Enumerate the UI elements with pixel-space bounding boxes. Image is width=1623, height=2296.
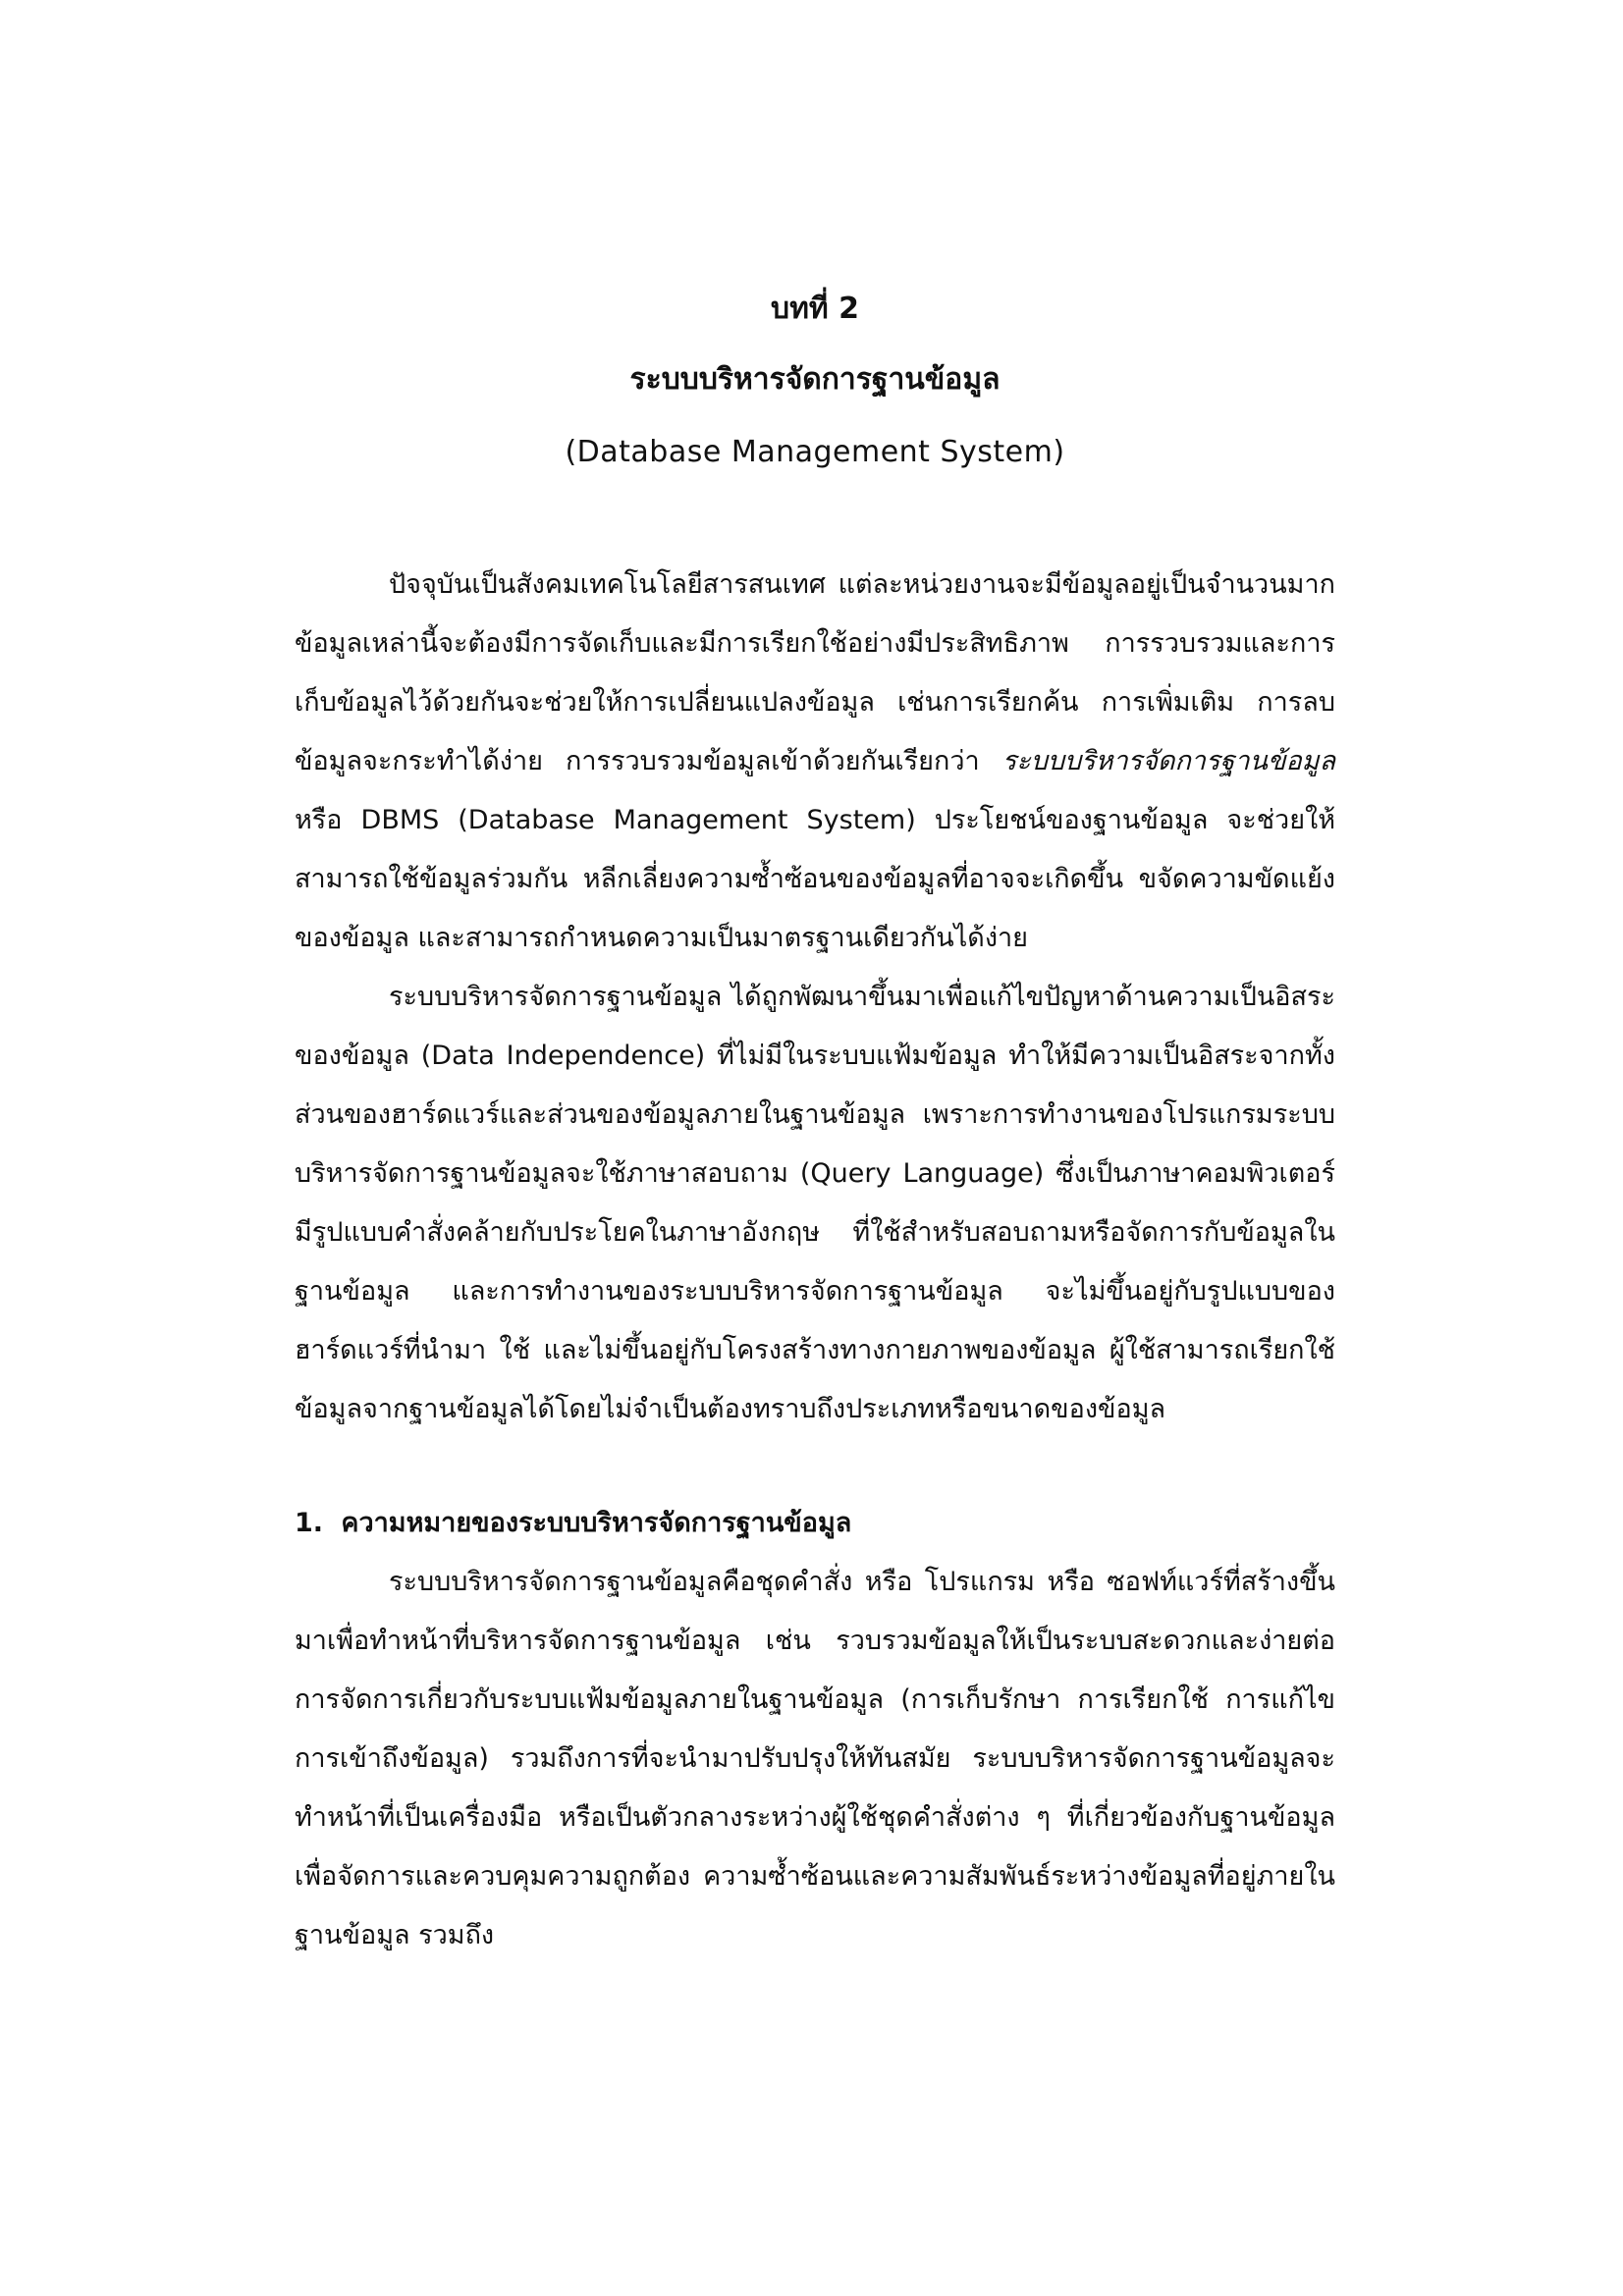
chapter-title: ระบบบริหารจัดการฐานข้อมูล [629, 362, 1001, 397]
section-1-paragraph: ระบบบริหารจัดการฐานข้อมูลคือชุดคำสั่ง หรือ โปรแกรม หรือ ซอฟท์แวร์ที่สร้างขึ้นมาเพื่อทำหน้าที่บริหารจัดการฐานข้อมูล เช่น รวบรวมข้อมูลให้เป็นระบบสะดวกและง่ายต่อการจัดการเกี่ยวกับระบบแฟ้มข้อมูลภายในฐานข้อมูล (การเก็บรักษา การเรียกใช้ การแก้ไข การเข้าถึงข้อมูล) รวมถึงการที่จะนำมาปรับปรุงให้ทันสมัย ระบบบริหารจัดการฐานข้อมูลจะทำหน้าที่เป็นเครื่องมือ หรือเป็นตัวกลางระหว่างผู้ใช้ชุดคำสั่งต่าง ๆ ที่เกี่ยวข้องกับฐานข้อมูล เพื่อจัดการและควบคุมความถูกต้อง ความซ้ำซ้อนและความสัมพันธ์ระหว่างข้อมูลที่อยู่ภายในฐานข้อมูล รวมถึง [295, 1567, 1335, 1950]
chapter-number: บทที่ 2 [771, 292, 859, 326]
intro-paragraph-1 [295, 556, 1335, 968]
section-title: ความหมายของระบบบริหารจัดการฐานข้อมูล [341, 1508, 852, 1538]
chapter-subtitle: (Database Management System) [565, 435, 1065, 469]
section-heading [295, 1494, 1335, 1553]
intro-p1-text-b: หรือ DBMS (Database Management System) ประโยชน์ของฐานข้อมูล จะช่วยให้สามารถใช้ข้อมูลร่วมกัน หลีกเลี่ยงความซ้ำซ้อนของข้อมูลที่อาจจะเกิดขึ้น ขจัดความขัดแย้งของข้อมูล และสามารถกำหนดความเป็นมาตรฐานเดียวกันได้ง่าย [295, 805, 1335, 953]
dbms-term-italic: ระบบบริหารจัดการฐานข้อมูล [1001, 746, 1335, 776]
page-content [295, 294, 1335, 1965]
intro-p1-text-a: ปัจจุบันเป็นสังคมเทคโนโลยีสารสนเทศ แต่ละหน่วยงานจะมีข้อมูลอยู่เป็นจำนวนมาก ข้อมูลเหล่านี้จะต้องมีการจัดเก็บและมีการเรียกใช้อย่างมีประสิทธิภาพ การรวบรวมและการเก็บข้อมูลไว้ด้วยกันจะช่วยให้การเปลี่ยนแปลงข้อมูล เช่นการเรียกค้น การเพิ่มเติม การลบข้อมูลจะกระทำได้ง่าย การรวบรวมข้อมูลเข้าด้วยกันเรียกว่า [295, 569, 1335, 776]
intro-paragraph-2: ระบบบริหารจัดการฐานข้อมูล ได้ถูกพัฒนาขึ้นมาเพื่อแก้ไขปัญหาด้านความเป็นอิสระของข้อมูล (Data Independence) ที่ไม่มีในระบบแฟ้มข้อมูล ทำให้มีความเป็นอิสระจากทั้งส่วนของฮาร์ดแวร์และส่วนของข้อมูลภายในฐานข้อมูล เพราะการทำงานของโปรแกรมระบบบริหารจัดการฐานข้อมูลจะใช้ภาษาสอบถาม (Query Language) ซึ่งเป็นภาษาคอมพิวเตอร์มีรูปแบบคำสั่งคล้ายกับประโยคในภาษาอังกฤษ ที่ใช้สำหรับสอบถามหรือจัดการกับข้อมูลในฐานข้อมูล และการทำงานของระบบบริหารจัดการฐานข้อมูล จะไม่ขึ้นอยู่กับรูปแบบของฮาร์ดแวร์ที่นำมา ใช้ และไม่ขึ้นอยู่กับโครงสร้างทางกายภาพของข้อมูล ผู้ใช้สามารถเรียกใช้ข้อมูลจากฐานข้อมูลได้โดยไม่จำเป็นต้องทราบถึงประเภทหรือขนาดของข้อมูล [295, 982, 1335, 1424]
section-number: 1. [295, 1508, 324, 1538]
